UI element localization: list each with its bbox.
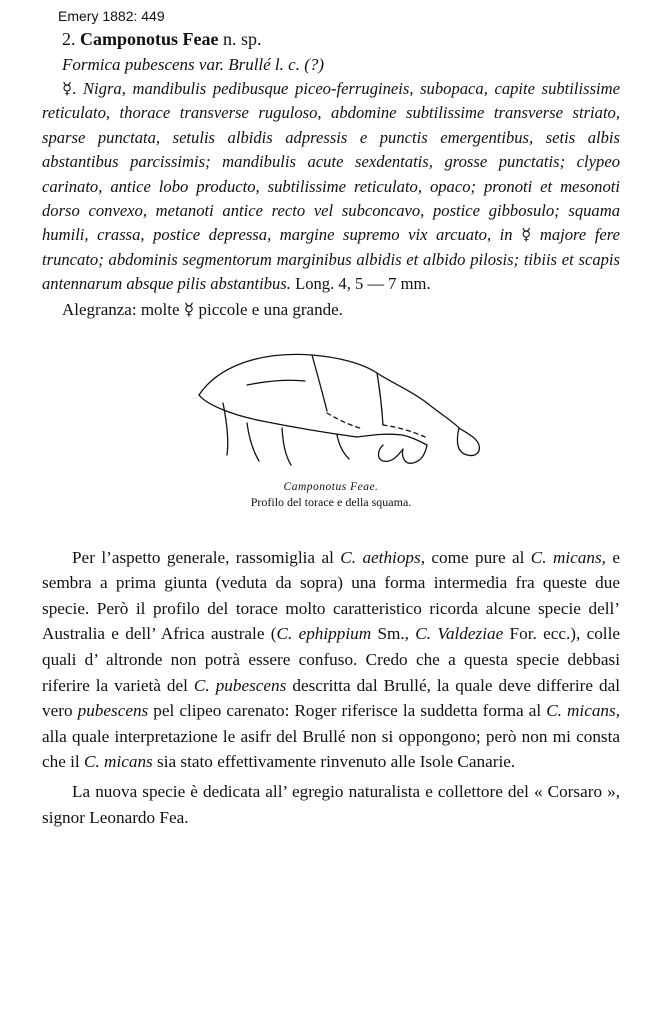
synonym-text: Formica pubescens var. Brullé l. c. (?) bbox=[62, 55, 325, 74]
taxon-name: C. ephippium bbox=[276, 624, 372, 644]
taxon-name: C. Valdeziae bbox=[415, 624, 504, 644]
taxon-name: C. pubescens bbox=[193, 675, 287, 695]
taxon-name: C. aethiops, bbox=[340, 547, 425, 567]
latin-diagnosis bbox=[42, 77, 620, 297]
figure-caption-title: Camponotus Feae. bbox=[283, 480, 379, 493]
text-run: sia stato effettivamente rinvenuto alle Isole Canarie. bbox=[152, 752, 516, 772]
page-content bbox=[42, 26, 620, 830]
thorax-profile-drawing bbox=[187, 333, 487, 483]
locality-place: Alegranza bbox=[62, 299, 132, 319]
species-status: n. sp. bbox=[223, 29, 262, 49]
italian-discussion bbox=[42, 545, 620, 831]
diagnosis-text: Nigra, mandibulis pedibusque piceo-ferrugineis, subopaca, capite subtilissime reticulato, thorace transverse ruguloso, abdomine subtilissime transverse striato, sparse punctata, setulis albidis adpressis e punctis emergentibus, setis albis abstantibus parcissimis; mandibulis acute sexdentatis, grosse punctatis; clypeo carinato, antice lobo producto, subtilissime reticulato, opaco; pronoti et mesonoti dorso convexo, metanoti antice recto vel subconcavo, postice gibbosulo; squama humili, crassa, postice depressa, margine supremo vix arcuato, in ☿ majore fere truncato; abdominis segmentorum marginibus albidis et albido pilosis; tibiis et scapis antennarum absque pilis abstantibus. bbox=[42, 79, 620, 294]
text-run: alla quale interpretazione le asifr del Brullé non si oppongono; però non mi consta che il bbox=[42, 726, 620, 772]
text-run: Per l’aspetto generale, rassomiglia al bbox=[72, 547, 341, 567]
species-epithet: Feae bbox=[182, 29, 219, 49]
figure bbox=[42, 329, 620, 519]
figure-caption-text: Profilo del torace e della squama. bbox=[250, 494, 412, 509]
taxon-name: C. micans bbox=[84, 752, 153, 772]
dedication-paragraph: La nuova specie è dedicata all’ egregio naturalista e collettore del « Corsaro », signor Leonardo Fea. bbox=[42, 782, 620, 827]
locality-text: : molte ☿ piccole e una grande. bbox=[131, 299, 343, 319]
discussion-paragraph bbox=[42, 545, 620, 775]
text-run: pel clipeo carenato: Roger riferisce la suddetta forma al bbox=[148, 701, 547, 721]
taxon-name: C. micans, bbox=[530, 547, 606, 567]
text-run: e sembra a prima giunta (veduta da sopra) una forma intermedia fra queste due specie. Però il profilo del torace molto caratteristico ricorda alcune specie dell’ Australia e dell’ Africa australe ( bbox=[42, 547, 620, 644]
text-run: come pure al bbox=[425, 547, 531, 567]
length-measure: Long. 4, 5 — 7 mm. bbox=[295, 274, 431, 294]
citation-header: Emery 1882: 449 bbox=[58, 8, 165, 24]
taxon-name: C. micans, bbox=[546, 701, 621, 721]
text-run: descritta dal Brullé, la quale deve differire dal vero bbox=[42, 675, 620, 721]
species-heading bbox=[62, 26, 620, 52]
taxon-name: pubescens bbox=[77, 701, 149, 721]
species-genus: Camponotus bbox=[80, 29, 179, 49]
synonym-line bbox=[62, 52, 620, 77]
worker-symbol: ☿. bbox=[62, 79, 77, 98]
text-run: Sm., bbox=[371, 624, 416, 644]
text-run: For. ecc.), colle quali d’ altronde non potrà essere confuso. Credo che a questa specie debbasi riferire la varietà del bbox=[42, 624, 620, 695]
species-number: 2. bbox=[62, 29, 76, 49]
locality-line bbox=[62, 297, 620, 323]
